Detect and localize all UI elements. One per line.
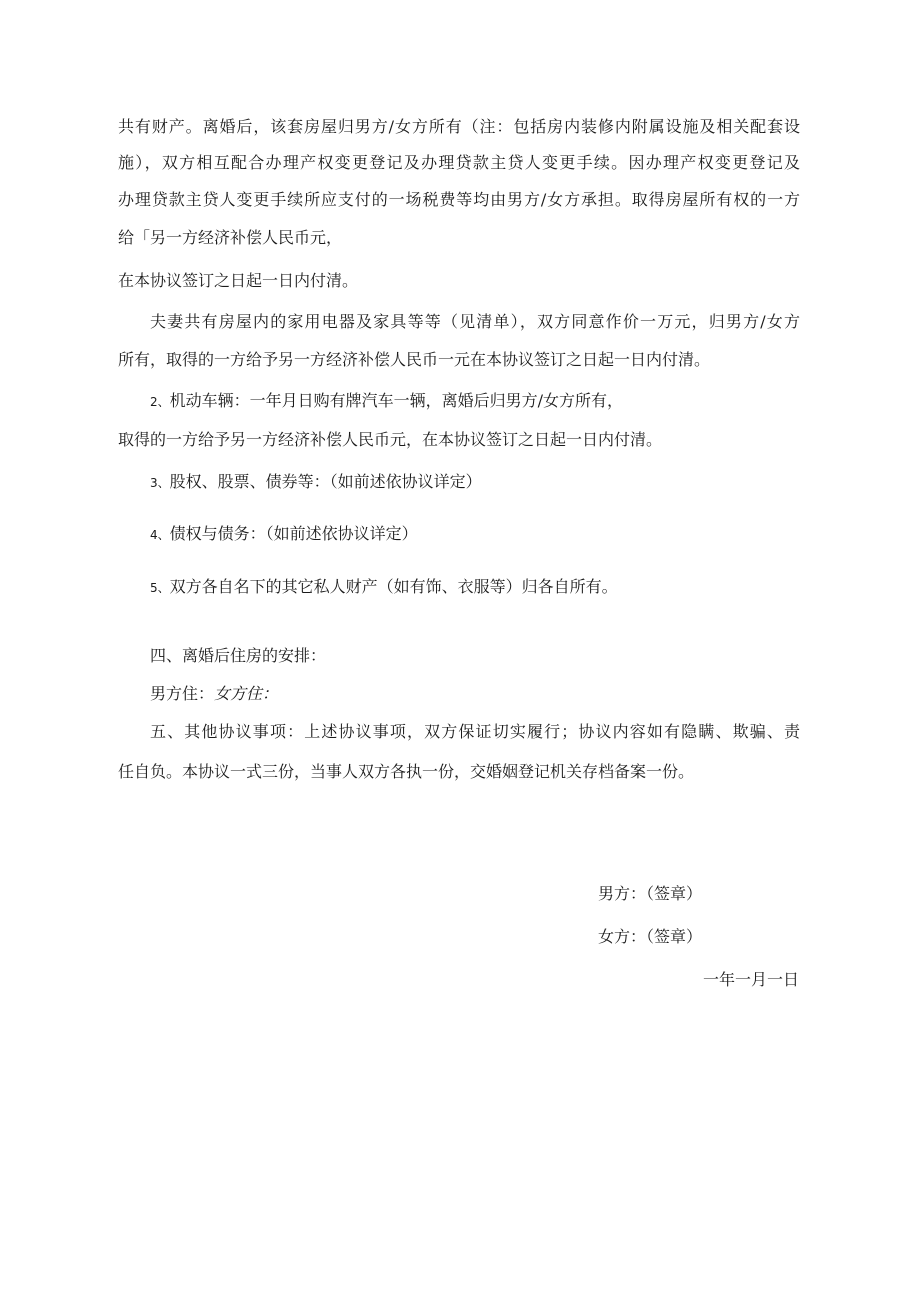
item2-line2: 取得的一方给予另一方经济补偿人民币元，在本协议签订之日起一日内付清。	[118, 430, 663, 449]
section5-line2: 任自负。本协议一式三份，当事人双方各执一份，交婚姻登记机关存档备案一份。	[118, 762, 695, 781]
para1-line5: 在本协议签订之日起一日内付清。	[118, 271, 359, 290]
section4-housing	[150, 684, 278, 704]
item2-number: 2、	[150, 395, 170, 409]
item4-number: 4、	[150, 528, 170, 542]
para2-line2: 所有，取得的一方给予另一方经济补偿人民币一元在本协议签订之日起一日内付清。	[118, 350, 711, 369]
item5	[150, 577, 618, 598]
item2-text: 机动车辆：一年月日购有牌汽车一辆，离婚后归男方/女方所有，	[169, 391, 624, 410]
female-housing: 女方住：	[214, 684, 279, 703]
para2-line1: 夫妻共有房屋内的家用电器及家具等等（见清单），双方同意作价一万元，归男方/女方	[150, 312, 800, 331]
item2-line1	[150, 391, 623, 412]
para1-line3: 办理贷款主贷人变更手续所应支付的一场税费等均由男方/女方承担。取得房屋所有权的一方	[118, 190, 800, 209]
male-housing: 男方住：	[150, 684, 215, 703]
male-signature: 男方：（签章）	[598, 884, 703, 903]
item4-text: 债权与债务：（如前述依协议详定）	[169, 524, 418, 543]
item5-number: 5、	[150, 581, 170, 595]
para1-line4: 给「另一方经济补偿人民币元，	[118, 228, 343, 247]
item5-text: 双方各自名下的其它私人财产（如有饰、衣服等）归各自所有。	[169, 577, 618, 596]
section5-line1: 五、其他协议事项：上述协议事项，双方保证切实履行；协议内容如有隐瞒、欺骗、责	[150, 722, 800, 741]
female-signature: 女方：（签章）	[598, 927, 703, 946]
para1-line2: 施），双方相互配合办理产权变更登记及办理贷款主贷人变更手续。因办理产权变更登记及	[118, 153, 800, 172]
section4-heading: 四、离婚后住房的安排：	[150, 646, 327, 665]
item3	[150, 472, 482, 493]
item3-text: 股权、股票、债券等：（如前述依协议详定）	[169, 472, 482, 491]
item3-number: 3、	[150, 476, 170, 490]
signature-date: 一年一月一日	[703, 970, 800, 989]
para1-line1: 共有财产。离婚后，该套房屋归男方/女方所有（注：包括房内装修内附属设施及相关配套设	[118, 117, 800, 136]
item4	[150, 524, 418, 545]
